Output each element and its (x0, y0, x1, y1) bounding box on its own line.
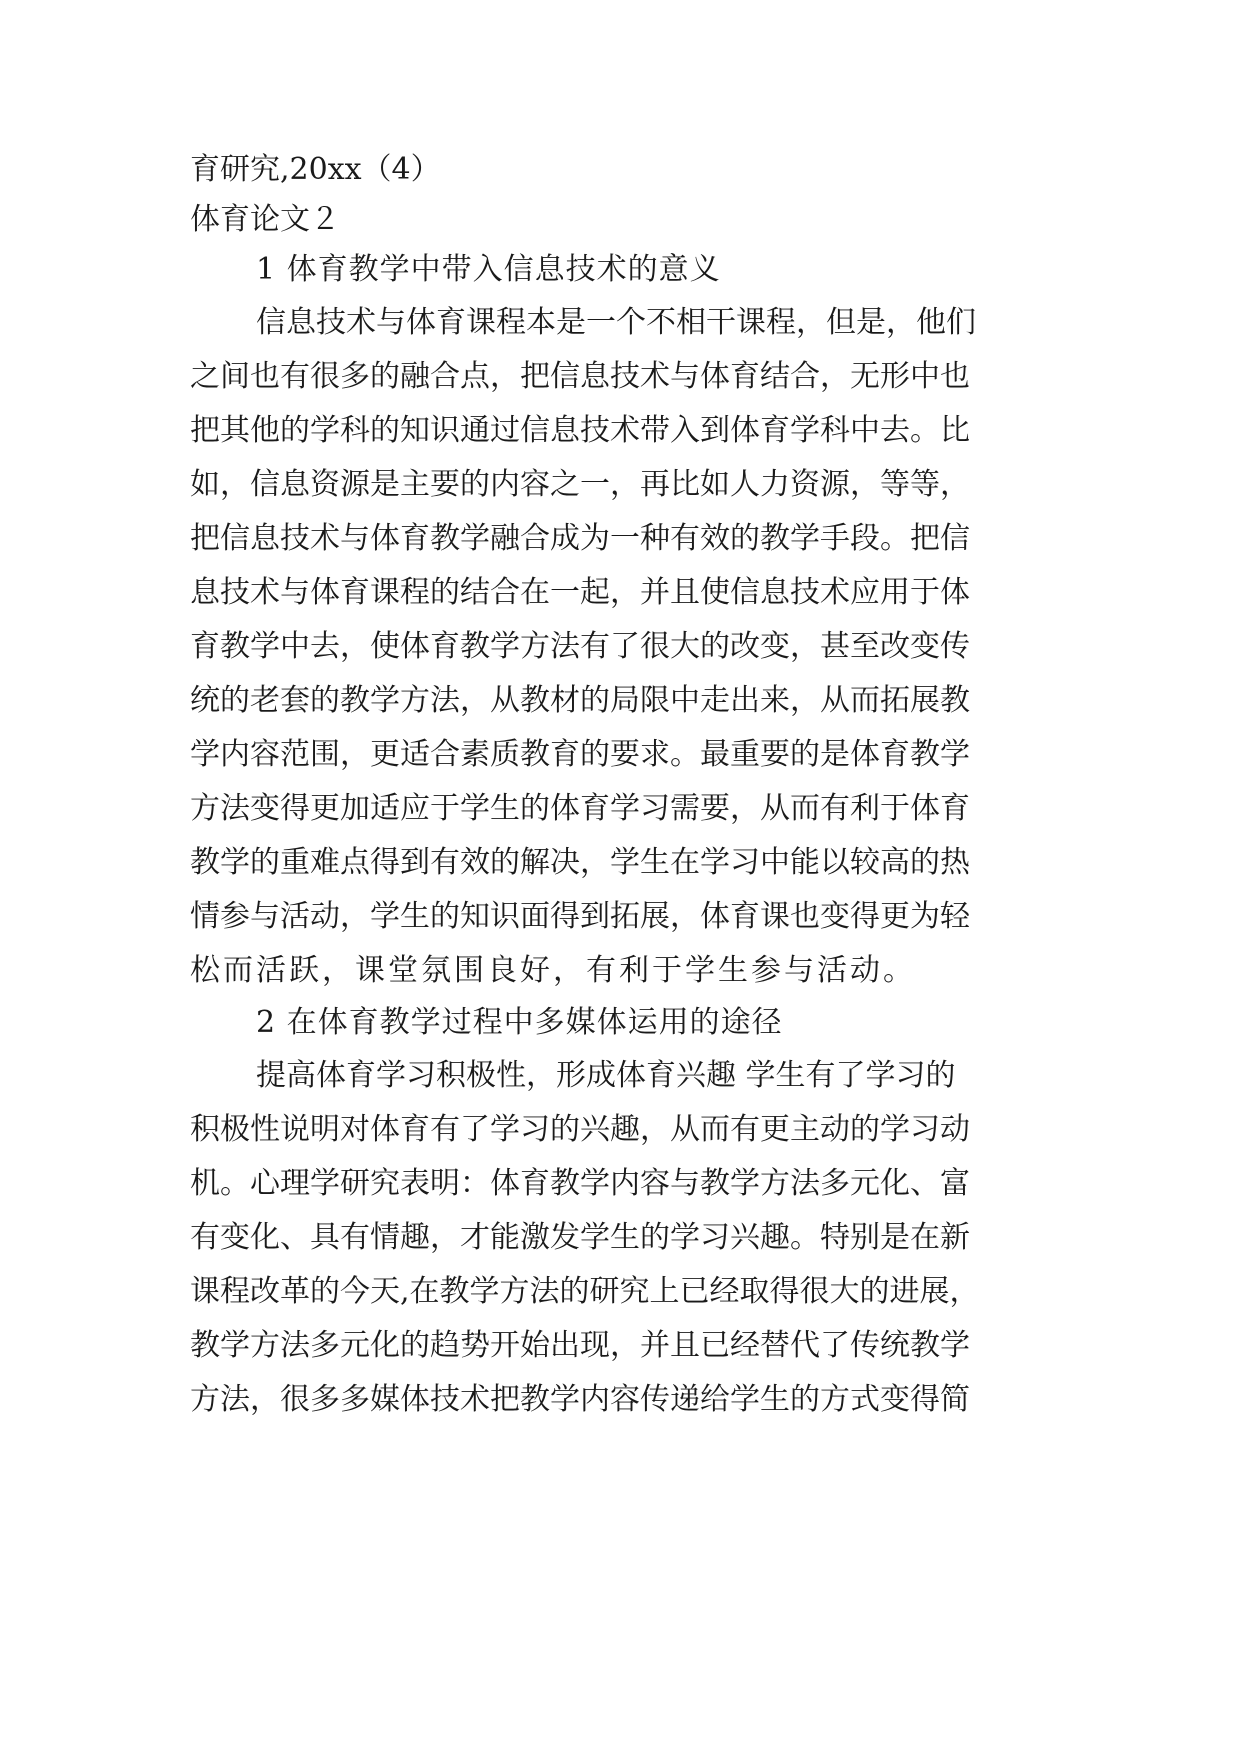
paragraph-line: 松而活跃，课堂氛围良好，有利于学生参与活动。 (190, 953, 916, 988)
section-title: 体育论文２ (190, 202, 340, 237)
paragraph-line: 方法，很多多媒体技术把教学内容传递给学生的方式变得简 (190, 1382, 970, 1417)
paragraph-line: 情参与活动，学生的知识面得到拓展，体育课也变得更为轻 (190, 899, 970, 934)
section-heading: 1 体育教学中带入信息技术的意义 (256, 252, 721, 287)
paragraph-line: 教学方法多元化的趋势开始出现，并且已经替代了传统教学 (190, 1328, 970, 1363)
paragraph-line: 息技术与体育课程的结合在一起，并且使信息技术应用于体 (190, 575, 970, 610)
paragraph-line: 育教学中去，使体育教学方法有了很大的改变，甚至改变传 (190, 629, 970, 664)
text-line: 育研究,20xx（4） (190, 152, 441, 187)
paragraph-line: 机。心理学研究表明：体育教学内容与教学方法多元化、富 (190, 1166, 970, 1201)
paragraph-line: 提高体育学习积极性，形成体育兴趣 学生有了学习的 (256, 1058, 956, 1093)
paragraph-line: 如，信息资源是主要的内容之一，再比如人力资源，等等， (190, 467, 970, 502)
section-heading: 2 在体育教学过程中多媒体运用的途径 (256, 1005, 783, 1040)
paragraph-line: 把其他的学科的知识通过信息技术带入到体育学科中去。比 (190, 413, 970, 448)
paragraph-line: 统的老套的教学方法，从教材的局限中走出来，从而拓展教 (190, 683, 970, 718)
paragraph-line: 把信息技术与体育教学融合成为一种有效的教学手段。把信 (190, 521, 970, 556)
paragraph-line: 学内容范围，更适合素质教育的要求。最重要的是体育教学 (190, 737, 970, 772)
paragraph-line: 之间也有很多的融合点，把信息技术与体育结合，无形中也 (190, 359, 970, 394)
paragraph-line: 有变化、具有情趣，才能激发学生的学习兴趣。特别是在新 (190, 1220, 970, 1255)
paragraph-line: 教学的重难点得到有效的解决，学生在学习中能以较高的热 (190, 845, 970, 880)
paragraph-line: 积极性说明对体育有了学习的兴趣，从而有更主动的学习动 (190, 1112, 970, 1147)
paragraph-line: 信息技术与体育课程本是一个不相干课程，但是，他们 (256, 305, 976, 340)
paragraph-line: 方法变得更加适应于学生的体育学习需要，从而有利于体育 (190, 791, 970, 826)
paragraph-line: 课程改革的今天,在教学方法的研究上已经取得很大的进展， (190, 1274, 980, 1309)
